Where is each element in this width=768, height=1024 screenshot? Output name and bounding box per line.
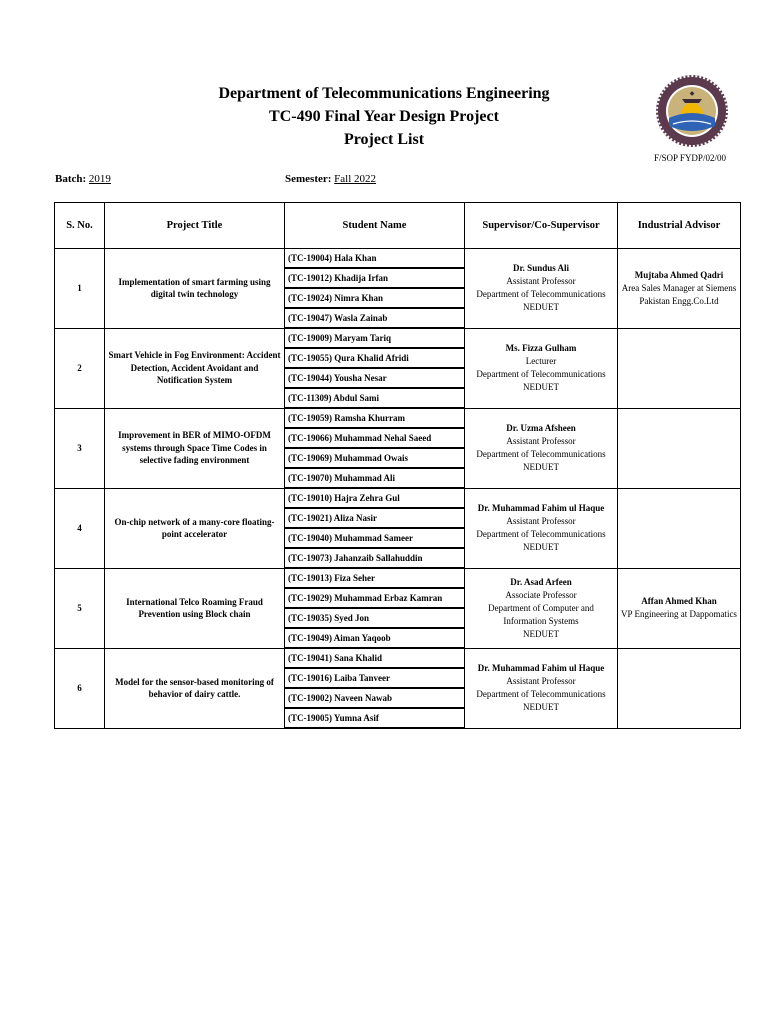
serial-number: 1 — [55, 249, 105, 329]
supervisor-designation: Assistant Professor — [506, 676, 576, 686]
project-title: Model for the sensor-based monitoring of behavior of dairy cattle. — [105, 648, 285, 728]
svg-text:◆: ◆ — [689, 90, 695, 97]
industrial-advisor-details: Area Sales Manager at Siemens Pakistan Engg.Co.Ltd — [621, 282, 737, 306]
supervisor-department: Department of Telecommunications — [476, 289, 606, 300]
semester-value: Fall 2022 — [334, 173, 377, 185]
header-project-title: Project Title — [105, 203, 285, 249]
department-title: Department of Telecommunications Engineering — [218, 85, 550, 102]
supervisor-organization: NEDUET — [523, 542, 559, 552]
student-name: (TC-19002) Naveen Nawab — [285, 688, 465, 708]
serial-number: 2 — [55, 328, 105, 408]
serial-number: 3 — [55, 408, 105, 488]
industrial-advisor-cell — [618, 568, 741, 648]
supervisor-name: Dr. Uzma Afsheen — [506, 423, 576, 433]
course-title: TC-490 Final Year Design Project — [269, 108, 499, 125]
supervisor-organization: NEDUET — [523, 702, 559, 712]
project-title: On-chip network of a many-core floating-point accelerator — [105, 488, 285, 568]
form-code: F/SOP FYDP/02/00 — [654, 153, 726, 163]
student-name: (TC-19047) Wasla Zainab — [285, 308, 465, 328]
student-name: (TC-19005) Yumna Asif — [285, 708, 465, 728]
student-name: (TC-19021) Aliza Nasir — [285, 508, 465, 528]
supervisor-name: Dr. Muhammad Fahim ul Haque — [477, 663, 605, 673]
header-student-name: Student Name — [285, 203, 465, 249]
table-row — [55, 328, 741, 348]
supervisor-organization: NEDUET — [523, 302, 559, 313]
industrial-advisor-name: Mujtaba Ahmed Qadri — [634, 269, 724, 280]
student-name: (TC-19040) Muhammad Sameer — [285, 528, 465, 548]
project-title: Smart Vehicle in Fog Environment: Accident Detection, Accident Avoidant and Notification System — [105, 328, 285, 408]
supervisor-cell — [465, 648, 618, 728]
supervisor-name: Dr. Asad Arfeen — [510, 576, 572, 587]
supervisor-name: Dr. Muhammad Fahim ul Haque — [477, 503, 605, 513]
student-name: (TC-19044) Yousha Nesar — [285, 368, 465, 388]
student-name: (TC-19009) Maryam Tariq — [285, 328, 465, 348]
supervisor-organization: NEDUET — [523, 628, 559, 639]
semester-field — [285, 173, 376, 185]
student-name: (TC-19004) Hala Khan — [285, 249, 465, 269]
project-list-table — [54, 202, 741, 729]
supervisor-cell — [465, 328, 618, 408]
industrial-advisor-cell — [618, 249, 741, 329]
industrial-advisor-cell — [618, 488, 741, 568]
serial-number: 6 — [55, 648, 105, 728]
industrial-advisor-name: Affan Ahmed Khan — [641, 596, 717, 606]
student-name: (TC-11309) Abdul Sami — [285, 388, 465, 408]
semester-label: Semester: — [285, 173, 332, 185]
header-sno: S. No. — [55, 203, 105, 249]
batch-label: Batch: — [55, 173, 87, 185]
student-name: (TC-19035) Syed Jon — [285, 608, 465, 628]
supervisor-designation: Lecturer — [525, 356, 557, 366]
header-industrial-advisor: Industrial Advisor — [618, 203, 741, 249]
table-row — [55, 249, 741, 269]
supervisor-name: Ms. Fizza Gulham — [505, 343, 577, 353]
supervisor-organization: NEDUET — [523, 462, 559, 472]
student-name: (TC-19059) Ramsha Khurram — [285, 408, 465, 428]
supervisor-cell — [465, 568, 618, 648]
serial-number: 4 — [55, 488, 105, 568]
supervisor-designation: Associate Professor — [505, 589, 577, 600]
batch-field — [55, 173, 111, 185]
student-name: (TC-19041) Sana Khalid — [285, 648, 465, 668]
student-name: (TC-19073) Jahanzaib Sallahuddin — [285, 548, 465, 568]
table-row — [55, 488, 741, 508]
student-name: (TC-19013) Fiza Seher — [285, 568, 465, 588]
project-title: Implementation of smart farming using digital twin technology — [105, 249, 285, 329]
student-name: (TC-19010) Hajra Zehra Gul — [285, 488, 465, 508]
industrial-advisor-cell — [618, 648, 741, 728]
supervisor-designation: Assistant Professor — [506, 436, 576, 446]
supervisor-department: Department of Telecommunications — [476, 449, 606, 459]
project-title: Improvement in BER of MIMO-OFDM systems through Space Time Codes in selective fading environment — [105, 408, 285, 488]
supervisor-cell — [465, 488, 618, 568]
student-name: (TC-19055) Qura Khalid Afridi — [285, 348, 465, 368]
document-header — [0, 82, 768, 151]
university-seal-logo — [655, 74, 729, 148]
list-title: Project List — [343, 131, 425, 148]
supervisor-organization: NEDUET — [523, 382, 559, 392]
batch-value: 2019 — [88, 173, 111, 185]
supervisor-name: Dr. Sundus Ali — [513, 263, 569, 274]
table-row — [55, 568, 741, 588]
industrial-advisor-cell — [618, 408, 741, 488]
supervisor-designation: Assistant Professor — [506, 276, 576, 287]
student-name: (TC-19070) Muhammad Ali — [285, 468, 465, 488]
table-row — [55, 648, 741, 668]
student-name: (TC-19029) Muhammad Erbaz Kamran — [285, 588, 465, 608]
serial-number: 5 — [55, 568, 105, 648]
industrial-advisor-details: VP Engineering at Dappomatics — [621, 609, 737, 619]
student-name: (TC-19016) Laiba Tanveer — [285, 668, 465, 688]
supervisor-designation: Assistant Professor — [506, 516, 576, 526]
supervisor-department: Department of Computer and Information Systems — [488, 602, 594, 626]
supervisor-department: Department of Telecommunications — [476, 369, 606, 379]
supervisor-department: Department of Telecommunications — [476, 529, 606, 539]
supervisor-cell — [465, 249, 618, 329]
table-header-row — [55, 203, 741, 249]
table-row — [55, 408, 741, 428]
industrial-advisor-cell — [618, 328, 741, 408]
project-title: International Telco Roaming Fraud Prevention using Block chain — [105, 568, 285, 648]
header-supervisor: Supervisor/Co-Supervisor — [465, 203, 618, 249]
supervisor-department: Department of Telecommunications — [476, 689, 606, 699]
student-name: (TC-19069) Muhammad Owais — [285, 448, 465, 468]
supervisor-cell — [465, 408, 618, 488]
student-name: (TC-19066) Muhammad Nehal Saeed — [285, 428, 465, 448]
student-name: (TC-19049) Aiman Yaqoob — [285, 628, 465, 648]
student-name: (TC-19012) Khadija Irfan — [285, 268, 465, 288]
student-name: (TC-19024) Nimra Khan — [285, 288, 465, 308]
